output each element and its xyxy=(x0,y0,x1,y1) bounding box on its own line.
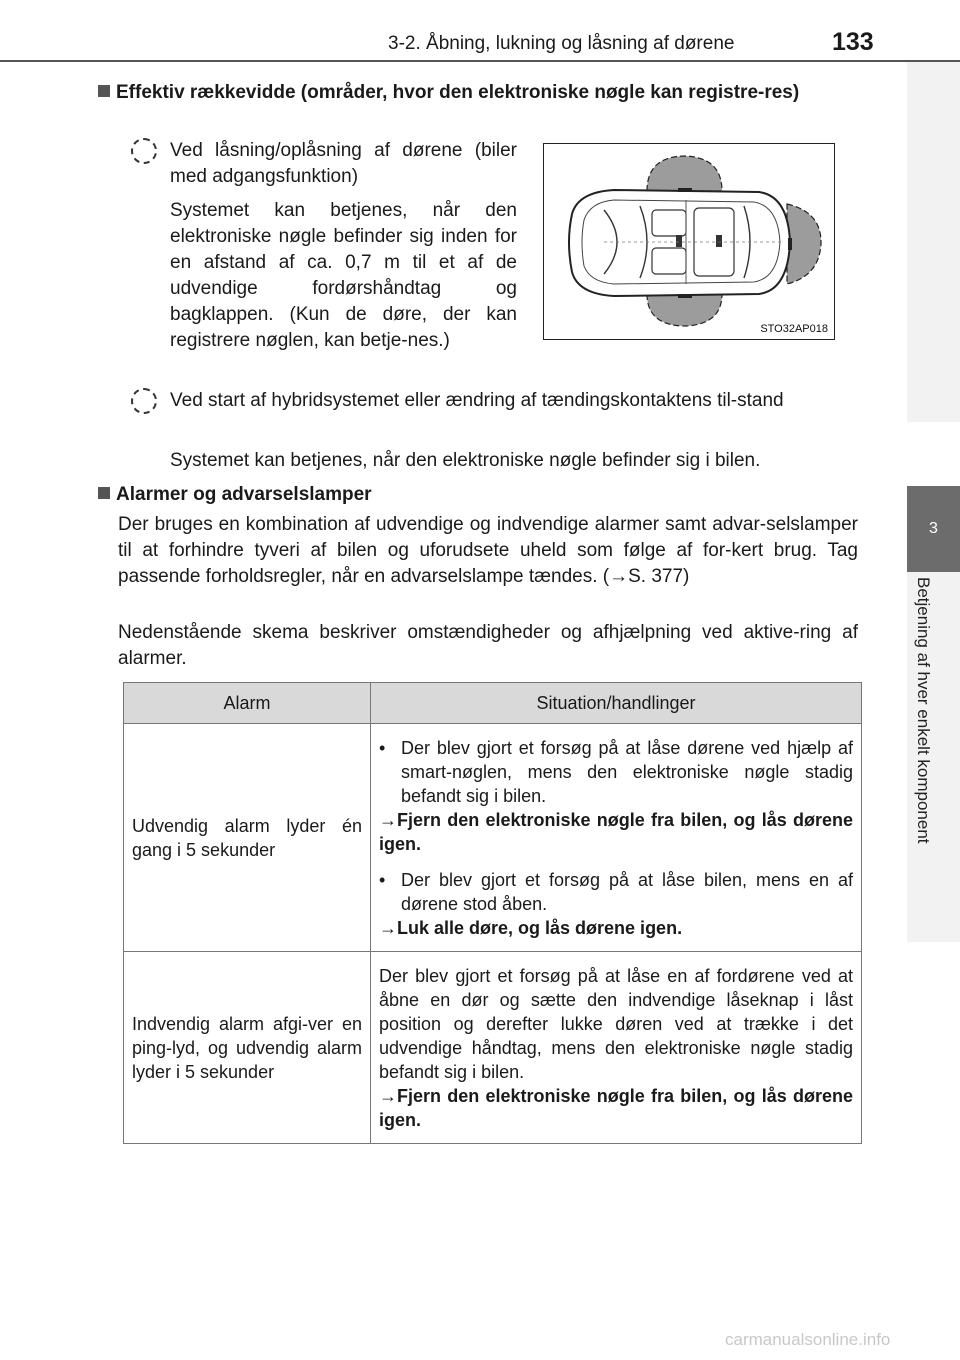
action-text: →Fjern den elektroniske nøgle fra bilen, og lås dørene igen. xyxy=(379,1085,853,1130)
action-text: →Fjern den elektroniske nøgle fra bilen, og lås dørene igen. xyxy=(379,809,853,854)
table-header-row xyxy=(124,683,862,724)
section-title: 3-2. Åbning, lukning og låsning af dørene xyxy=(388,33,735,54)
chapter-tab-top xyxy=(907,62,960,422)
action-text: →Luk alle døre, og lås dørene igen. xyxy=(379,917,683,938)
situation-cell xyxy=(371,724,862,952)
table-header-situation: Situation/handlinger xyxy=(371,683,862,724)
car-top-view-illustration xyxy=(544,144,834,339)
bullet-dot-icon: • xyxy=(379,737,386,758)
situation-bullet xyxy=(379,736,853,808)
figure-code: STO32AP018 xyxy=(760,323,828,335)
situation-text: Der blev gjort et forsøg på at låse dørene ved hjælp af smart-nøglen, mens den elektroniske nøgle stadig befandt sig i bilen. xyxy=(401,737,853,806)
situation-text: Der blev gjort et forsøg på at låse bilen, mens en af dørene stod åben. xyxy=(401,869,853,914)
item2-body: Systemet kan betjenes, når den elektroniske nøgle befinder sig i bilen. xyxy=(170,450,761,471)
dashed-circle-icon xyxy=(131,388,157,414)
page-number: 133 xyxy=(832,28,874,56)
alarm-cell: Udvendig alarm lyder én gang i 5 sekunder xyxy=(124,724,371,952)
table-row xyxy=(124,952,862,1144)
table-header-alarm: Alarm xyxy=(124,683,371,724)
page-header xyxy=(0,0,960,62)
situation-bullet xyxy=(379,868,853,916)
watermark: carmanualsonline.info xyxy=(725,1330,891,1349)
section2-heading-text: Alarmer og advarselslamper xyxy=(116,484,372,505)
section1-heading-text: Effektiv rækkevidde (områder, hvor den elektroniske nøgle kan registre-res) xyxy=(116,82,800,103)
item1-body: Systemet kan betjenes, når den elektroniske nøgle befinder sig inden for en afstand af ca. 0,7 m til et af de udvendige fordørshåndtag og bagklappen. (Kun de døre, der kan registrere nøglen, kan betje-nes.) xyxy=(170,200,517,351)
square-bullet-icon xyxy=(98,85,110,97)
chapter-tab xyxy=(907,62,960,1360)
car-range-diagram xyxy=(543,143,835,340)
bullet-dot-icon: • xyxy=(379,869,386,890)
square-bullet-icon xyxy=(98,487,110,499)
section2-paragraph-1: Der bruges en kombination af udvendige og indvendige alarmer samt advar-selslamper til at forhindre tyveri af bilen og uforudsete uheld som følge af for-kert brug. Tag passende forholdsregler, når en advarselslampe tændes. (→S. 377) xyxy=(118,514,858,587)
section1-heading xyxy=(98,80,858,106)
alarm-cell: Indvendig alarm afgi-ver en ping-lyd, og udvendig alarm lyder i 5 sekunder xyxy=(124,952,371,1144)
dashed-circle-icon xyxy=(131,138,157,164)
chapter-label: Betjening af hver enkelt komponent xyxy=(914,577,933,844)
situation-text: Der blev gjort et forsøg på at låse en af fordørene ved at åbne en dør og sætte den indvendige låseknap i låst position og derefter lukke døren ved at trække i det udvendige håndtag, mens den elektroniske nøgle stadig befandt sig i bilen. xyxy=(379,965,853,1082)
situation-cell xyxy=(371,952,862,1144)
header-rule xyxy=(0,60,960,62)
alarm-table xyxy=(123,682,862,1144)
section2-paragraph-2: Nedenstående skema beskriver omstændigheder og afhjælpning ved aktive-ring af alarmer. xyxy=(118,622,858,669)
chapter-number: 3 xyxy=(907,486,960,572)
item2-title: Ved start af hybridsystemet eller ændring af tændingskontaktens til-stand xyxy=(170,390,784,411)
section2-heading xyxy=(98,482,858,508)
item1-title: Ved låsning/oplåsning af dørene (biler med adgangsfunktion) xyxy=(170,140,517,187)
table-row xyxy=(124,724,862,952)
